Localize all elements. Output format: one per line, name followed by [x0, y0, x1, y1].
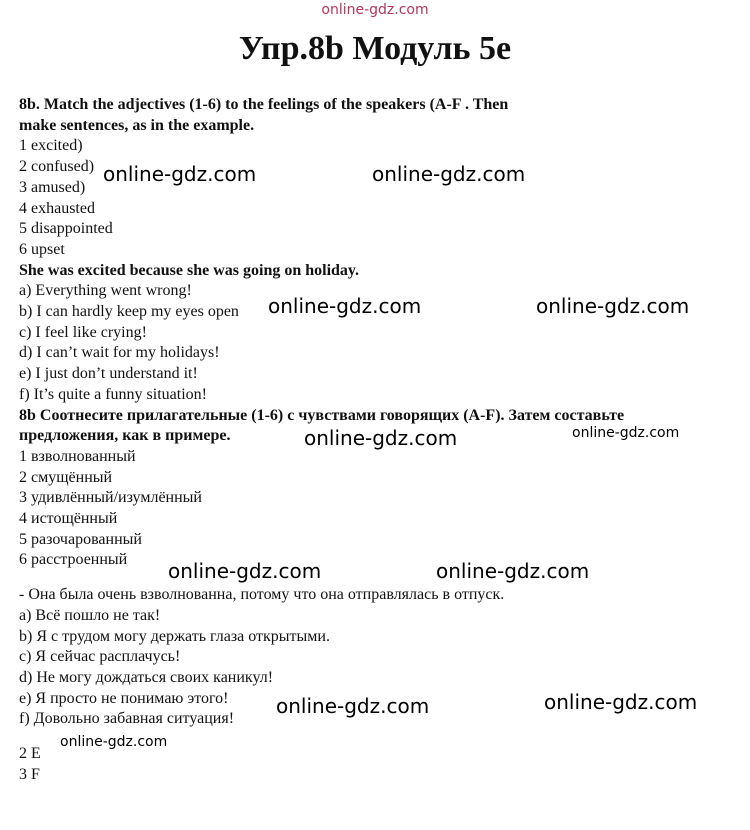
ru-example: - Она была очень взволнованна, потому что она отправлялась в отпуск. [19, 586, 505, 604]
en-feeling: f) It’s quite a funny situation! [19, 385, 207, 403]
ru-adjective: 3 удивлённый/изумлённый [19, 489, 202, 507]
ru-task-line-1: 8b Соотнесите прилагательные (1-6) с чувствами говорящих (A-F). Затем составьте [19, 406, 625, 424]
en-feeling: b) I can hardly keep my eyes open [19, 303, 239, 321]
ru-adjective: 6 расстроенный [19, 551, 128, 569]
watermark: online-gdz.com [536, 294, 690, 318]
watermark: online-gdz.com [436, 559, 590, 583]
ru-feeling: c) Я сейчас расплачусь! [19, 648, 181, 666]
ru-adjective: 5 разочарованный [19, 530, 142, 548]
en-feeling: d) I can’t wait for my holidays! [19, 344, 220, 362]
en-example: She was excited because she was going on holiday. [19, 261, 360, 279]
en-feeling: c) I feel like crying! [19, 323, 147, 341]
ru-adjective: 2 смущённый [19, 468, 113, 486]
watermark: online-gdz.com [60, 734, 168, 750]
watermark-top: online-gdz.com [321, 2, 429, 18]
watermark: online-gdz.com [268, 294, 422, 318]
en-adjective: 2 confused) [19, 158, 95, 176]
en-task-line-1: 8b. Match the adjectives (1-6) to the feelings of the speakers (A-F . Then [19, 96, 509, 113]
en-adjective: 3 amused) [19, 178, 86, 196]
ru-feeling: e) Я просто не понимаю этого! [19, 689, 229, 707]
watermark: online-gdz.com [572, 425, 680, 441]
answer: 3 F [19, 765, 40, 783]
watermark: online-gdz.com [544, 690, 698, 714]
en-feeling: a) Everything went wrong! [19, 282, 192, 300]
ru-feeling: a) Всё пошло не так! [19, 606, 161, 624]
en-adjective: 6 upset [19, 240, 65, 258]
en-adjective: 1 excited) [19, 137, 83, 155]
en-adjective: 5 disappointed [19, 220, 113, 238]
ru-adjective: 4 истощённый [19, 510, 118, 528]
en-adjective: 4 exhausted [19, 199, 95, 217]
watermark: online-gdz.com [276, 694, 430, 718]
watermark: online-gdz.com [372, 162, 526, 186]
ru-adjective: 1 взволнованный [19, 447, 136, 465]
ru-task-line-2: предложения, как в примере. [19, 427, 231, 445]
en-feeling: e) I just don’t understand it! [19, 365, 198, 383]
ru-feeling: d) Не могу дождаться своих каникул! [19, 668, 274, 686]
watermark: online-gdz.com [168, 559, 322, 583]
en-task-line-2: make sentences, as in the example. [19, 116, 255, 134]
watermark: online-gdz.com [103, 162, 257, 186]
page-title: Упр.8b Модуль 5е [238, 30, 512, 67]
section-gap [19, 571, 731, 585]
answer: 2 E [19, 745, 41, 763]
ru-feeling: b) Я с трудом могу держать глаза открытыми. [19, 627, 330, 645]
ru-feeling: f) Довольно забавная ситуация! [19, 710, 235, 728]
watermark: online-gdz.com [304, 426, 458, 450]
